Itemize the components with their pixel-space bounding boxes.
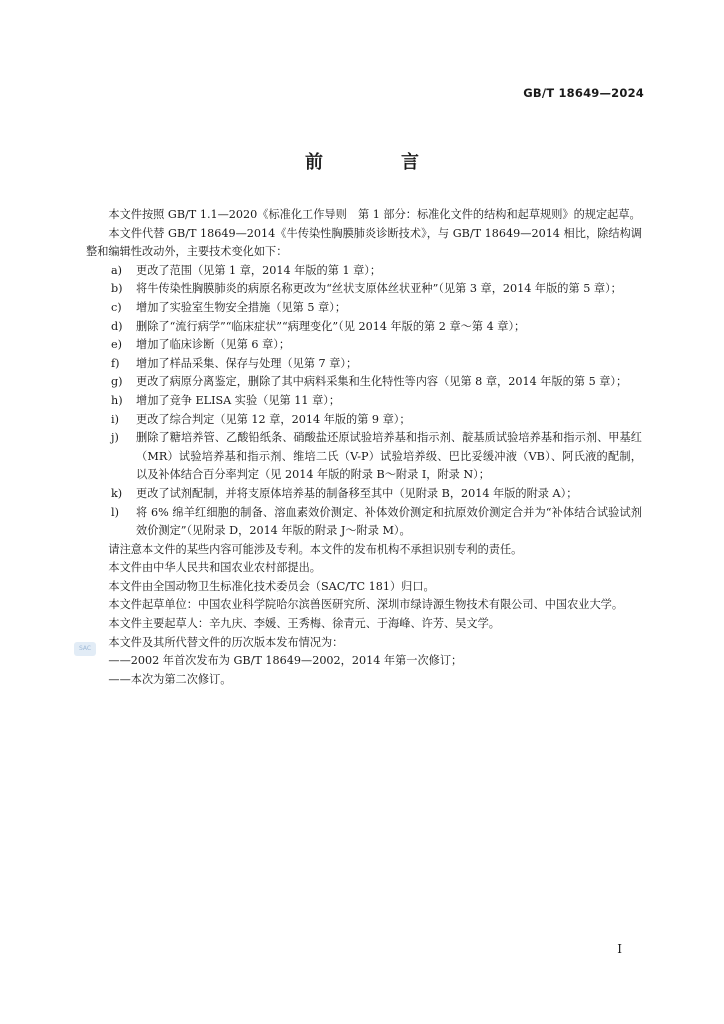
list-item (86, 280, 642, 299)
sac-watermark: SAC (74, 642, 96, 656)
list-item (86, 336, 642, 355)
list-item-text: 删除了“流行病学”“临床症状”“病理变化”（见 2014 年版的第 2 章～第 4 章）； (136, 319, 526, 333)
list-item-text: 增加了临床诊断（见第 6 章）； (136, 338, 291, 352)
list-item (86, 355, 642, 374)
list-item-text: 增加了样品采集、保存与处理（见第 7 章）； (136, 356, 358, 370)
paragraph: 本文件主要起草人：辛九庆、李媛、王秀梅、徐青元、于海峰、许芳、吴文学。 (108, 617, 500, 631)
list-item-text: 删除了糖培养管、乙酸铅纸条、硝酸盐还原试验培养基和指示剂、靛基质试验培养基和指示剂、甲基红（MR）试验培养基和指示剂、维培二氏（V-P）试验培养级、巴比妥缓冲液（VB）、阿氏液的配制，以及补体结合百分率判定（见 2014 年版的附录 B～附录 I，附录 N）； (136, 431, 642, 482)
paragraph: 本文件起草单位：中国农业科学院哈尔滨兽医研究所、深圳市绿诗源生物技术有限公司、中国农业大学。 (108, 598, 624, 612)
list-item (86, 318, 642, 337)
list-marker: e) (111, 338, 122, 352)
list-marker: j) (111, 431, 119, 445)
list-marker: d) (111, 319, 123, 333)
list-item-text: 更改了综合判定（见第 12 章，2014 年版的第 9 章）； (136, 412, 411, 426)
list-item-text: 增加了竞争 ELISA 实验（见第 11 章）； (136, 393, 341, 407)
list-item-text: 更改了范围（见第 1 章，2014 年版的第 1 章）； (136, 263, 382, 277)
list-item (86, 485, 642, 504)
paragraph: ——本次为第二次修订。 (108, 672, 232, 686)
list-item-text: 将 6% 绵羊红细胞的制备、溶血素效价测定、补体效价测定和抗原效价测定合并为“补体结合试验试剂效价测定”（见附录 D，2014 年版的附录 J～附录 M）。 (136, 505, 642, 538)
list-marker: h) (111, 393, 123, 407)
list-marker: g) (111, 375, 123, 389)
paragraph: 本文件按照 GB/T 1.1—2020《标准化工作导则 第 1 部分：标准化文件的结构和起草规则》的规定起草。 (108, 208, 641, 221)
list-item (86, 429, 642, 485)
list-marker: k) (111, 486, 123, 500)
paragraph: 请注意本文件的某些内容可能涉及专利。本文件的发布机构不承担识别专利的责任。 (108, 542, 523, 556)
paragraph: 本文件由全国动物卫生标准化技术委员会（SAC/TC 181）归口。 (108, 579, 435, 593)
list-item (86, 411, 642, 430)
list-item (86, 392, 642, 411)
list-item-text: 将牛传染性胸膜肺炎的病原名称更改为“丝状支原体丝状亚种”（见第 3 章，2014 年版的第 5 章）； (136, 282, 622, 296)
paragraph: 本文件由中华人民共和国农业农村部提出。 (108, 561, 321, 575)
list-marker: f) (111, 356, 120, 370)
page-title: 前 言 (305, 152, 449, 173)
list-item-text: 增加了实验室生物安全措施（见第 5 章）； (136, 300, 347, 314)
list-item (86, 299, 642, 318)
paragraph: ——2002 年首次发布为 GB/T 18649—2002，2014 年第一次修订； (108, 654, 463, 668)
standard-code: GB/T 18649—2024 (523, 86, 644, 100)
document-body (86, 206, 642, 689)
page-number: I (617, 942, 622, 956)
list-item (86, 504, 642, 541)
list-item (86, 262, 642, 281)
list-item-text: 更改了病原分离鉴定，删除了其中病料采集和生化特性等内容（见第 8 章，2014 年版的第 5 章）； (136, 375, 628, 389)
list-item (86, 373, 642, 392)
paragraph: 本文件及其所代替文件的历次版本发布情况为： (108, 635, 344, 649)
paragraph: 本文件代替 GB/T 18649—2014《牛传染性胸膜肺炎诊断技术》，与 GB/T 18649—2014 相比，除结构调整和编辑性改动外，主要技术变化如下： (86, 226, 642, 259)
list-marker: l) (111, 505, 119, 519)
list-marker: c) (111, 300, 122, 314)
list-marker: i) (111, 412, 119, 426)
list-item-text: 更改了试剂配制，并将支原体培养基的制备移至其中（见附录 B，2014 年版的附录 A）； (136, 486, 578, 500)
list-marker: a) (111, 263, 123, 277)
list-marker: b) (111, 282, 123, 296)
